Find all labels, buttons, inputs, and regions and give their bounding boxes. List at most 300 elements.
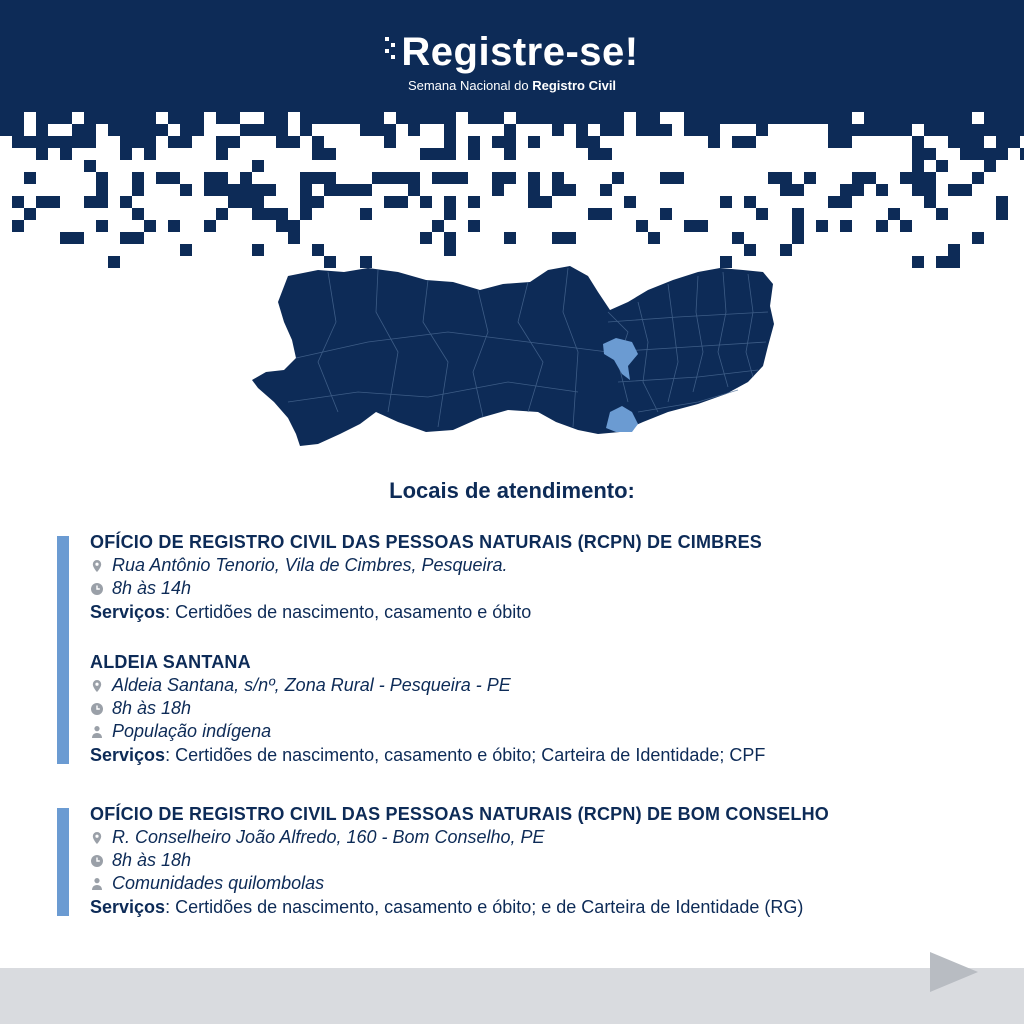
pixel-square <box>372 136 384 148</box>
pixel-square <box>864 112 876 124</box>
pixel-square <box>204 160 216 172</box>
pixel-square <box>1020 112 1024 124</box>
pixel-square <box>648 160 660 172</box>
pixel-square <box>972 148 984 160</box>
pixel-square <box>60 136 72 148</box>
pixel-square <box>648 136 660 148</box>
pixel-square <box>420 232 432 244</box>
pixel-square <box>852 112 864 124</box>
pixel-square <box>84 148 96 160</box>
pixel-square <box>312 148 324 160</box>
pixel-square <box>408 148 420 160</box>
pixel-square <box>732 124 744 136</box>
pixel-square <box>420 136 432 148</box>
pixel-square <box>516 136 528 148</box>
pixel-square <box>732 232 744 244</box>
pixel-square <box>312 172 324 184</box>
services-line <box>90 743 990 767</box>
pixel-square <box>636 220 648 232</box>
pixel-square <box>708 136 720 148</box>
pixel-square <box>648 148 660 160</box>
pixel-square <box>492 136 504 148</box>
pixel-square <box>264 208 276 220</box>
pixel-square <box>444 172 456 184</box>
pixel-square <box>624 196 636 208</box>
pixel-square <box>960 160 972 172</box>
pixel-square <box>540 124 552 136</box>
pixel-square <box>924 172 936 184</box>
pixel-square <box>240 148 252 160</box>
pixel-square <box>900 220 912 232</box>
pixel-square <box>744 160 756 172</box>
pixel-square <box>408 136 420 148</box>
pixel-square <box>300 196 312 208</box>
pixel-square <box>192 136 204 148</box>
pixel-square <box>252 184 264 196</box>
pixel-square <box>516 124 528 136</box>
pixel-square <box>696 220 708 232</box>
pixel-square <box>108 124 120 136</box>
pixel-square <box>132 160 144 172</box>
pixel-square <box>60 160 72 172</box>
pixel-square <box>36 112 48 124</box>
pixel-square <box>636 124 648 136</box>
pixel-square <box>624 124 636 136</box>
pixel-square <box>156 172 168 184</box>
pixel-square <box>12 136 24 148</box>
pixel-square <box>324 184 336 196</box>
pixel-square <box>636 136 648 148</box>
pixel-square <box>924 124 936 136</box>
pixel-square <box>72 160 84 172</box>
pixel-square <box>612 136 624 148</box>
services-line <box>90 600 990 624</box>
pixel-square <box>96 196 108 208</box>
pixel-square <box>936 124 948 136</box>
pixel-square <box>252 160 264 172</box>
pixel-square <box>840 148 852 160</box>
pixel-square <box>672 172 684 184</box>
pixel-square <box>120 136 132 148</box>
pixel-square <box>264 148 276 160</box>
pixel-square <box>204 124 216 136</box>
pixel-square <box>492 184 504 196</box>
pixel-square <box>180 148 192 160</box>
pixel-square <box>720 124 732 136</box>
pixel-square <box>756 160 768 172</box>
pixel-square <box>276 208 288 220</box>
pixel-square <box>300 124 312 136</box>
address-line <box>90 674 990 697</box>
pixel-square <box>144 136 156 148</box>
pixel-square <box>468 196 480 208</box>
address-text: Aldeia Santana, s/nº, Zona Rural - Pesqueira - PE <box>112 675 511 695</box>
pixel-square <box>996 196 1008 208</box>
pixel-square <box>384 172 396 184</box>
pixel-square <box>816 220 828 232</box>
pixel-square <box>384 112 396 124</box>
pixel-square <box>792 160 804 172</box>
pixel-square <box>528 184 540 196</box>
pixel-square <box>660 136 672 148</box>
pixel-square <box>264 124 276 136</box>
clock-icon <box>90 702 104 716</box>
pixel-square <box>552 124 564 136</box>
pixel-square <box>276 124 288 136</box>
pixel-square <box>180 160 192 172</box>
pixel-square <box>72 148 84 160</box>
pixel-square <box>1008 112 1020 124</box>
pixel-square <box>708 124 720 136</box>
pixel-square <box>156 112 168 124</box>
pixel-square <box>252 208 264 220</box>
pixel-square <box>432 160 444 172</box>
pixel-square <box>432 220 444 232</box>
pixel-square <box>504 124 516 136</box>
pixel-square <box>516 112 528 124</box>
pixel-square <box>936 136 948 148</box>
address-text: R. Conselheiro João Alfredo, 160 - Bom Conselho, PE <box>112 827 545 847</box>
pixel-square <box>708 148 720 160</box>
pixel-square <box>288 160 300 172</box>
pixel-square <box>780 244 792 256</box>
pixel-square <box>72 136 84 148</box>
pixel-square <box>1008 160 1020 172</box>
pixel-square <box>828 148 840 160</box>
pixel-square <box>84 112 96 124</box>
pixel-square <box>228 148 240 160</box>
pixel-square <box>780 172 792 184</box>
pixel-square <box>84 160 96 172</box>
pixel-square <box>456 124 468 136</box>
pixel-square <box>144 112 156 124</box>
pixel-square <box>24 208 36 220</box>
pixel-square <box>96 148 108 160</box>
pixel-square <box>480 136 492 148</box>
pixel-square <box>12 124 24 136</box>
hours-text: 8h às 18h <box>112 698 192 718</box>
pixel-square <box>372 124 384 136</box>
pixel-square <box>324 148 336 160</box>
pixel-square <box>744 124 756 136</box>
pixel-square <box>924 184 936 196</box>
pixel-square <box>828 136 840 148</box>
pixel-square <box>888 136 900 148</box>
pixel-square <box>696 112 708 124</box>
pixel-square <box>144 148 156 160</box>
pixel-square <box>600 208 612 220</box>
pixel-square <box>948 160 960 172</box>
pixel-square <box>456 136 468 148</box>
pixel-square <box>384 124 396 136</box>
pixel-square <box>384 148 396 160</box>
pixel-square <box>228 196 240 208</box>
pixel-square <box>360 208 372 220</box>
hours-text: 8h às 18h <box>112 850 192 870</box>
pixel-square <box>180 136 192 148</box>
pixel-square <box>420 124 432 136</box>
pixel-square <box>168 124 180 136</box>
pixel-square <box>0 124 12 136</box>
pixel-square <box>792 148 804 160</box>
pixel-square <box>672 136 684 148</box>
pixel-square <box>288 148 300 160</box>
clock-icon <box>90 854 104 868</box>
pixel-square <box>936 256 948 268</box>
pixel-square <box>1008 148 1020 160</box>
pixel-square <box>768 172 780 184</box>
pernambuco-state-shape <box>252 266 774 446</box>
pixel-square <box>588 208 600 220</box>
clock-icon <box>90 582 104 596</box>
pixel-square <box>540 148 552 160</box>
pixel-square <box>780 124 792 136</box>
pixel-square <box>336 136 348 148</box>
pixel-square <box>360 184 372 196</box>
pixel-square <box>720 196 732 208</box>
pixel-square <box>360 148 372 160</box>
pixel-square <box>528 196 540 208</box>
pixel-square <box>420 112 432 124</box>
pixel-square <box>804 112 816 124</box>
accent-bar <box>57 808 69 916</box>
pixel-square <box>336 124 348 136</box>
header-subtitle <box>0 78 1024 93</box>
pixel-square <box>240 196 252 208</box>
next-arrow-icon[interactable] <box>928 950 980 994</box>
pixel-square <box>12 196 24 208</box>
pixel-square <box>948 256 960 268</box>
pixel-square <box>972 232 984 244</box>
pixel-square <box>972 172 984 184</box>
location-title: OFÍCIO DE REGISTRO CIVIL DAS PESSOAS NATURAIS (RCPN) DE CIMBRES <box>90 532 762 552</box>
pixel-square <box>360 124 372 136</box>
pixel-square <box>288 112 300 124</box>
pixel-square <box>816 124 828 136</box>
pixel-square <box>708 112 720 124</box>
pixel-square <box>60 112 72 124</box>
pixel-square <box>600 184 612 196</box>
pixel-square <box>108 136 120 148</box>
pixel-square <box>468 220 480 232</box>
pixel-square <box>624 160 636 172</box>
pixel-square <box>288 232 300 244</box>
pixel-square <box>612 160 624 172</box>
pixel-square <box>756 136 768 148</box>
pixel-square <box>480 124 492 136</box>
footer-bar <box>0 968 1024 1024</box>
pixel-square <box>288 220 300 232</box>
pixel-square <box>732 148 744 160</box>
pixel-square <box>984 160 996 172</box>
pixel-square <box>120 160 132 172</box>
pixel-square <box>312 244 324 256</box>
pixel-square <box>456 160 468 172</box>
pixel-square <box>132 112 144 124</box>
location-pin-icon <box>90 559 104 573</box>
pixel-square <box>624 112 636 124</box>
pixel-square <box>204 148 216 160</box>
pixel-square <box>96 184 108 196</box>
pixel-square <box>504 160 516 172</box>
pixel-square <box>348 124 360 136</box>
pixel-square <box>612 124 624 136</box>
pixel-square <box>972 112 984 124</box>
pixel-square <box>300 160 312 172</box>
pixel-square <box>876 160 888 172</box>
pixel-square <box>768 160 780 172</box>
pixel-square <box>36 124 48 136</box>
pixel-square <box>576 124 588 136</box>
pixel-square <box>996 124 1008 136</box>
pixel-square <box>420 148 432 160</box>
pixel-square <box>288 136 300 148</box>
pixel-square <box>444 124 456 136</box>
pixel-square <box>684 220 696 232</box>
pixel-square <box>168 136 180 148</box>
pixel-square <box>972 124 984 136</box>
pixel-square <box>336 160 348 172</box>
location-cimbres <box>90 530 990 624</box>
pixel-square <box>120 196 132 208</box>
pixel-square <box>792 136 804 148</box>
pixel-square <box>840 196 852 208</box>
pixel-square <box>468 148 480 160</box>
pixel-square <box>516 160 528 172</box>
pixel-square <box>48 148 60 160</box>
pixel-square <box>264 184 276 196</box>
pixel-square <box>816 112 828 124</box>
pixel-square <box>240 172 252 184</box>
pixel-square <box>348 160 360 172</box>
pixel-square <box>300 184 312 196</box>
pixel-square <box>720 160 732 172</box>
pixel-square <box>216 184 228 196</box>
pixel-square <box>732 160 744 172</box>
pixel-square <box>660 172 672 184</box>
pixel-square <box>804 136 816 148</box>
pixel-square <box>396 160 408 172</box>
pixel-square <box>396 196 408 208</box>
pixel-square <box>456 172 468 184</box>
pixel-square <box>972 160 984 172</box>
pixel-square <box>204 112 216 124</box>
pixel-square <box>792 124 804 136</box>
pixel-square <box>804 148 816 160</box>
pixel-square <box>540 196 552 208</box>
pixel-square <box>84 136 96 148</box>
pixel-square <box>948 124 960 136</box>
pixel-square <box>972 136 984 148</box>
pixel-square <box>372 112 384 124</box>
pixel-square <box>384 160 396 172</box>
pixel-square <box>900 172 912 184</box>
pixel-square <box>312 196 324 208</box>
pixel-square <box>396 136 408 148</box>
pixel-square <box>840 124 852 136</box>
pixel-square <box>192 160 204 172</box>
pixel-square <box>840 220 852 232</box>
subtitle-prefix: Semana Nacional do <box>407 78 533 93</box>
pixel-square <box>216 208 228 220</box>
pixel-square <box>324 136 336 148</box>
pixel-square <box>228 112 240 124</box>
pixel-square <box>960 112 972 124</box>
pixel-square <box>852 184 864 196</box>
pixel-square <box>912 256 924 268</box>
pixel-square <box>144 220 156 232</box>
pixel-square <box>804 124 816 136</box>
pixel-square <box>984 124 996 136</box>
pixel-square <box>276 136 288 148</box>
pixel-square <box>120 112 132 124</box>
pixel-square <box>132 148 144 160</box>
pixel-square <box>900 148 912 160</box>
pixel-square <box>924 160 936 172</box>
pixel-square <box>612 172 624 184</box>
pixel-square <box>660 160 672 172</box>
pixel-square <box>156 124 168 136</box>
pixel-square <box>996 136 1008 148</box>
pixel-square <box>912 136 924 148</box>
person-icon <box>90 725 104 739</box>
pixel-square <box>504 172 516 184</box>
pixel-square <box>684 148 696 160</box>
pixel-square <box>300 112 312 124</box>
pixel-square <box>252 148 264 160</box>
pixel-square <box>312 160 324 172</box>
pixel-square <box>1020 136 1024 148</box>
pixel-square <box>936 160 948 172</box>
pixel-square <box>396 112 408 124</box>
pixel-square <box>444 148 456 160</box>
pixel-square <box>444 136 456 148</box>
pixel-square <box>264 160 276 172</box>
pixel-square <box>72 112 84 124</box>
pixel-square <box>36 196 48 208</box>
pixel-square <box>780 136 792 148</box>
services-text: : Certidões de nascimento, casamento e óbito; e de Carteira de Identidade (RG) <box>165 897 804 917</box>
pixel-square <box>660 112 672 124</box>
pixel-square <box>624 148 636 160</box>
pixel-square <box>876 124 888 136</box>
pixel-square <box>612 148 624 160</box>
pixel-square <box>924 148 936 160</box>
pixel-square <box>168 112 180 124</box>
pixel-square <box>228 136 240 148</box>
pixel-square <box>372 160 384 172</box>
pixel-square <box>636 112 648 124</box>
pixel-square <box>204 172 216 184</box>
pixel-square <box>336 112 348 124</box>
pixel-square <box>24 124 36 136</box>
pixel-square <box>132 208 144 220</box>
pixel-square <box>924 112 936 124</box>
pixel-square <box>252 244 264 256</box>
pixel-square <box>864 148 876 160</box>
pixel-square <box>576 148 588 160</box>
pixel-square <box>240 184 252 196</box>
pixel-square <box>48 160 60 172</box>
pixel-square <box>36 136 48 148</box>
pixel-square <box>624 136 636 148</box>
pixel-square <box>816 160 828 172</box>
pixel-square <box>684 112 696 124</box>
pixel-square <box>540 160 552 172</box>
pixel-square <box>252 112 264 124</box>
pixel-square <box>348 112 360 124</box>
registre-se-logo <box>0 30 1024 75</box>
